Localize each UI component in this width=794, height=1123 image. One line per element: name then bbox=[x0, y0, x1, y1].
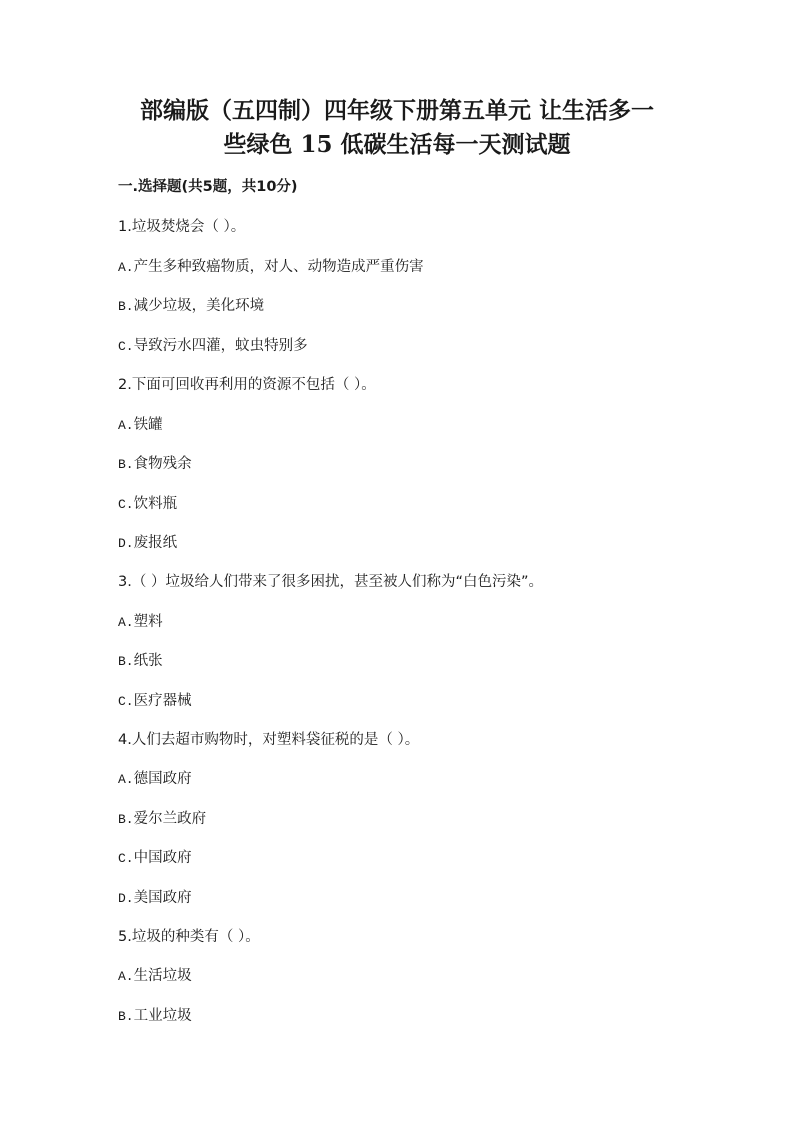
question-1-stem: 1.垃圾焚烧会（ ）。 bbox=[118, 219, 246, 235]
option-letter: C. bbox=[118, 497, 134, 512]
question-2-option-a bbox=[118, 414, 163, 437]
page-title bbox=[90, 94, 704, 162]
option-letter: B. bbox=[118, 457, 134, 472]
question-4-option-d bbox=[118, 887, 192, 910]
option-letter: A. bbox=[118, 260, 134, 275]
question-2-option-d bbox=[118, 532, 177, 555]
question-1-option-b bbox=[118, 295, 264, 318]
title-line-1: 部编版（五四制）四年级下册第五单元 让生活多一 bbox=[139, 97, 654, 124]
question-3-option-b bbox=[118, 650, 163, 673]
question-3-option-c bbox=[118, 690, 192, 713]
question-4-stem: 4.人们去超市购物时，对塑料袋征税的是（ ）。 bbox=[118, 732, 420, 748]
option-text: 导致污水四灌，蚊虫特别多 bbox=[133, 338, 308, 354]
option-letter: D. bbox=[118, 891, 134, 906]
question-4-option-a bbox=[118, 768, 192, 791]
question-2-option-c bbox=[118, 493, 177, 516]
option-text: 食物残余 bbox=[133, 456, 192, 472]
question-4-option-c bbox=[118, 847, 192, 870]
option-letter: B. bbox=[118, 654, 134, 669]
title-line-2: 些绿色 15 低碳生活每一天测试题 bbox=[223, 131, 571, 158]
question-5-option-b bbox=[118, 1005, 192, 1028]
option-text: 塑料 bbox=[133, 614, 163, 630]
option-letter: D. bbox=[118, 536, 134, 551]
option-text: 工业垃圾 bbox=[133, 1008, 192, 1024]
option-text: 中国政府 bbox=[133, 850, 192, 866]
option-letter: B. bbox=[118, 1009, 134, 1024]
question-5-option-a bbox=[118, 965, 192, 988]
option-letter: A. bbox=[118, 615, 134, 630]
question-2-stem: 2.下面可回收再利用的资源不包括（ ）。 bbox=[118, 377, 376, 393]
option-text: 医疗器械 bbox=[133, 693, 192, 709]
option-text: 饮料瓶 bbox=[133, 496, 178, 512]
option-text: 生活垃圾 bbox=[133, 968, 192, 984]
option-letter: C. bbox=[118, 851, 134, 866]
option-letter: C. bbox=[118, 694, 134, 709]
option-letter: A. bbox=[118, 418, 134, 433]
option-text: 铁罐 bbox=[133, 417, 163, 433]
section-header: 一.选择题(共5题，共10分) bbox=[118, 179, 298, 195]
question-2-option-b bbox=[118, 453, 192, 476]
option-letter: B. bbox=[118, 812, 134, 827]
option-letter: C. bbox=[118, 339, 134, 354]
option-text: 减少垃圾，美化环境 bbox=[133, 298, 265, 314]
option-text: 废报纸 bbox=[133, 535, 178, 551]
question-1-option-c bbox=[118, 335, 308, 358]
option-letter: A. bbox=[118, 969, 134, 984]
option-letter: B. bbox=[118, 299, 134, 314]
question-3-stem: 3.（ ）垃圾给人们带来了很多困扰，甚至被人们称为“白色污染”。 bbox=[118, 574, 543, 590]
option-letter: A. bbox=[118, 772, 134, 787]
option-text: 产生多种致癌物质，对人、动物造成严重伤害 bbox=[133, 259, 424, 275]
question-4-option-b bbox=[118, 808, 206, 831]
question-5-stem: 5.垃圾的种类有（ ）。 bbox=[118, 929, 260, 945]
option-text: 爱尔兰政府 bbox=[133, 811, 207, 827]
option-text: 德国政府 bbox=[133, 771, 192, 787]
option-text: 美国政府 bbox=[133, 890, 192, 906]
option-text: 纸张 bbox=[133, 653, 163, 669]
question-3-option-a bbox=[118, 611, 163, 634]
question-1-option-a bbox=[118, 256, 424, 279]
